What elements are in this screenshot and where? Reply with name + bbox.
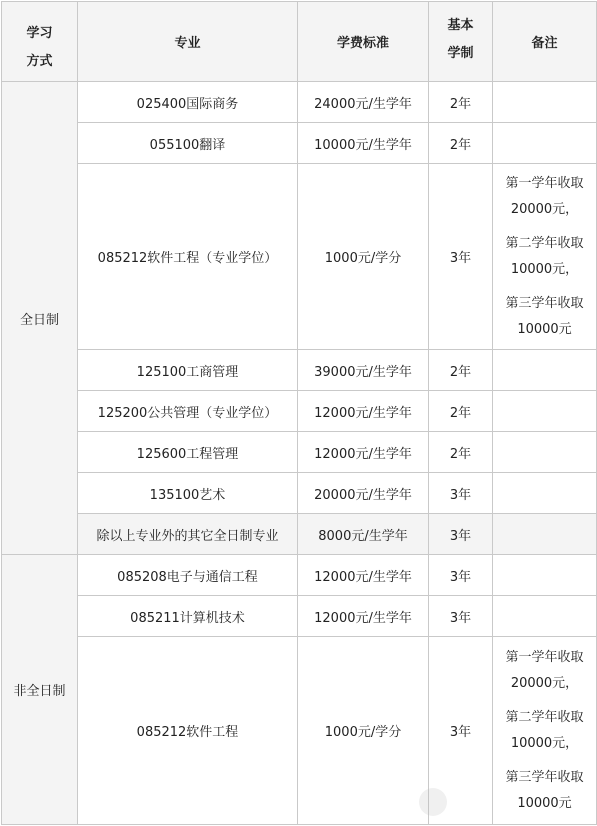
major-cell: 025400国际商务 bbox=[78, 82, 298, 123]
major-cell: 125600工程管理 bbox=[78, 432, 298, 473]
note-cell bbox=[493, 514, 597, 555]
fee-cell: 39000元/生学年 bbox=[298, 350, 429, 391]
table-row bbox=[2, 164, 597, 350]
header-row bbox=[2, 2, 597, 82]
duration-cell: 3年 bbox=[429, 637, 493, 825]
major-cell: 125100工商管理 bbox=[78, 350, 298, 391]
fee-cell: 1000元/学分 bbox=[298, 637, 429, 825]
table-row bbox=[2, 82, 597, 123]
major-cell: 除以上专业外的其它全日制专业 bbox=[78, 514, 298, 555]
duration-cell: 3年 bbox=[429, 596, 493, 637]
table-row bbox=[2, 555, 597, 596]
header-fee: 学费标准 bbox=[298, 2, 429, 82]
mode-fulltime: 全日制 bbox=[2, 82, 78, 555]
table-row bbox=[2, 391, 597, 432]
table-row bbox=[2, 432, 597, 473]
major-cell: 125200公共管理（专业学位） bbox=[78, 391, 298, 432]
tuition-table bbox=[1, 1, 597, 825]
fee-cell: 12000元/生学年 bbox=[298, 432, 429, 473]
table-row bbox=[2, 637, 597, 825]
fee-cell: 12000元/生学年 bbox=[298, 391, 429, 432]
note-cell bbox=[493, 555, 597, 596]
header-major: 专业 bbox=[78, 2, 298, 82]
note-cell: 第一学年收取 20000元， 第二学年收取 10000元， 第三学年收取 10000元 bbox=[493, 164, 597, 350]
header-mode: 学习 方式 bbox=[2, 2, 78, 82]
header-duration: 基本 学制 bbox=[429, 2, 493, 82]
mode-parttime: 非全日制 bbox=[2, 555, 78, 825]
fee-cell: 12000元/生学年 bbox=[298, 555, 429, 596]
fee-cell: 8000元/生学年 bbox=[298, 514, 429, 555]
duration-cell: 2年 bbox=[429, 432, 493, 473]
major-cell: 085212软件工程 bbox=[78, 637, 298, 825]
fee-cell: 20000元/生学年 bbox=[298, 473, 429, 514]
table-row bbox=[2, 596, 597, 637]
fee-cell: 1000元/学分 bbox=[298, 164, 429, 350]
header-note: 备注 bbox=[493, 2, 597, 82]
table-row bbox=[2, 514, 597, 555]
duration-cell: 3年 bbox=[429, 473, 493, 514]
table-row bbox=[2, 123, 597, 164]
major-cell: 055100翻译 bbox=[78, 123, 298, 164]
note-cell bbox=[493, 123, 597, 164]
note-cell bbox=[493, 473, 597, 514]
duration-cell: 3年 bbox=[429, 164, 493, 350]
major-cell: 085211计算机技术 bbox=[78, 596, 298, 637]
major-cell: 085208电子与通信工程 bbox=[78, 555, 298, 596]
duration-cell: 3年 bbox=[429, 555, 493, 596]
major-cell: 135100艺术 bbox=[78, 473, 298, 514]
fee-cell: 24000元/生学年 bbox=[298, 82, 429, 123]
note-cell bbox=[493, 391, 597, 432]
fee-cell: 12000元/生学年 bbox=[298, 596, 429, 637]
duration-cell: 3年 bbox=[429, 514, 493, 555]
note-cell bbox=[493, 82, 597, 123]
note-cell: 第一学年收取 20000元， 第二学年收取 10000元， 第三学年收取 10000元 bbox=[493, 637, 597, 825]
duration-cell: 2年 bbox=[429, 350, 493, 391]
table-row bbox=[2, 350, 597, 391]
duration-cell: 2年 bbox=[429, 82, 493, 123]
duration-cell: 2年 bbox=[429, 123, 493, 164]
note-cell bbox=[493, 432, 597, 473]
fee-cell: 10000元/生学年 bbox=[298, 123, 429, 164]
table-row bbox=[2, 473, 597, 514]
duration-cell: 2年 bbox=[429, 391, 493, 432]
note-cell bbox=[493, 350, 597, 391]
note-cell bbox=[493, 596, 597, 637]
major-cell: 085212软件工程（专业学位） bbox=[78, 164, 298, 350]
